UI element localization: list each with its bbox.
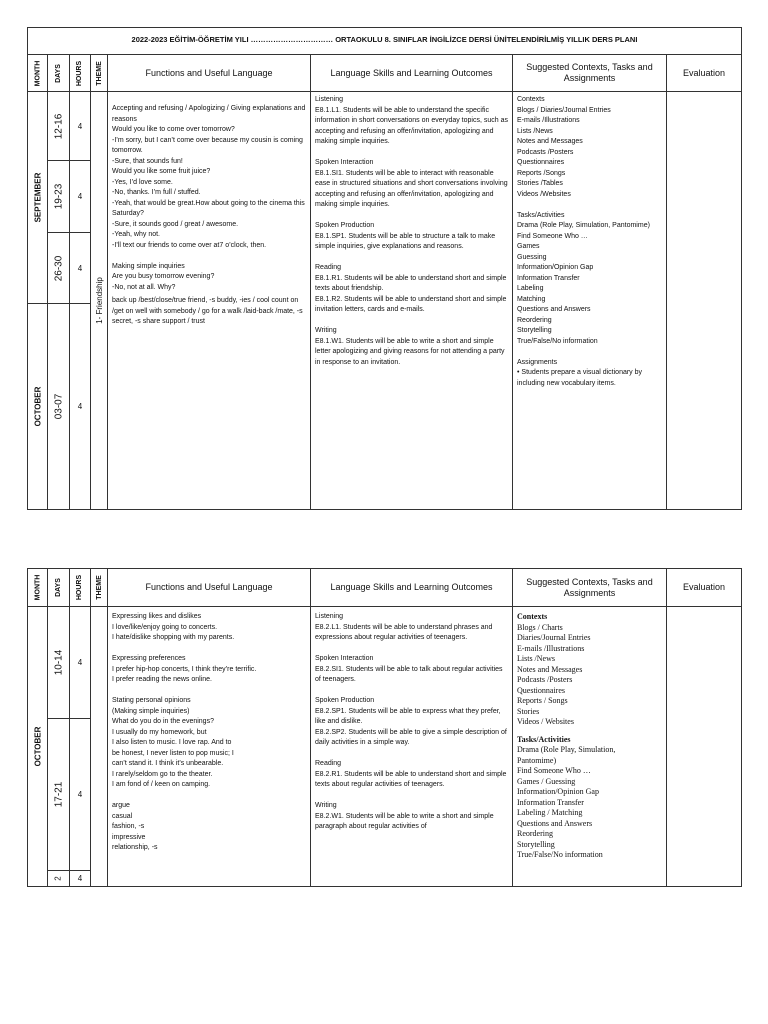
hours-cell: 4 xyxy=(70,161,91,233)
header-contexts: Suggested Contexts, Tasks and Assignments xyxy=(513,55,667,92)
header-evaluation: Evaluation xyxy=(667,55,741,92)
skills-cell xyxy=(311,92,513,509)
contexts-text: Contexts Blogs / Diaries/Journal Entries E-mails /Illustrations Lists /News Notes and Messages Podcasts /Posters Questionnaires Reports /Songs Stories /Tables Videos /Websites Tasks/Activities Drama (Role Play, Simulation, Pantomime) Find Someone Who … Games Guessing Information/Opinion Gap Information Transfer Labeling Matching Questions and Answers Reordering Storytelling True/False/No information Assignments • Students prepare a visual dictionary by including new vocabulary items. xyxy=(517,96,650,387)
month-october: OCTOBER xyxy=(28,304,48,509)
plan-table-2 xyxy=(27,568,742,887)
header-theme: THEME xyxy=(91,569,108,607)
month-october: OCTOBER xyxy=(28,607,48,886)
functions-text: Accepting and refusing / Apologizing / Giving explanations and reasons Would you like to come over tomorrow? -I’m sorry, but I can’t come over because my cousin is coming tomorrow. -Sure, that sounds fun! Would you like some fruit juice? -Yes, I’d love some. -No, thanks. I’m full / stuffed. -Yeah, that would be great.How about going to the cinema this Saturday? -Sure, it sounds good / great / awesome. -Yeah, why not. -I’ll text our friends to come over at7 o’clock, then. Making simple inquiries Are you busy tomorrow evening? -No, not at all. Why? xyxy=(112,105,306,291)
evaluation-cell xyxy=(667,92,741,509)
evaluation-cell xyxy=(667,607,741,886)
header-hours: HOURS xyxy=(70,569,91,607)
functions-cell xyxy=(108,92,311,509)
header-days: DAYS xyxy=(48,569,70,607)
header-hours: HOURS xyxy=(70,55,91,92)
tasks-heading: Tasks/Activities xyxy=(517,734,571,744)
days-cell: 10-14 xyxy=(48,607,70,719)
month-september: SEPTEMBER xyxy=(28,92,48,304)
hours-cell: 4 xyxy=(70,719,91,871)
days-cell: 12-16 xyxy=(48,92,70,161)
skills-cell xyxy=(311,607,513,886)
header-contexts: Suggested Contexts, Tasks and Assignments xyxy=(513,569,667,607)
header-skills: Language Skills and Learning Outcomes xyxy=(311,569,513,607)
table-title: 2022-2023 EĞİTİM-ÖĞRETİM YILI …………………………… ORTAOKULU 8. SINIFLAR İNGİLİZCE DERSİ ÜNİTELENDİRİLMİŞ YILLIK DERS PLANI xyxy=(28,28,741,55)
contexts-cell xyxy=(513,607,667,886)
days-cell: 26-30 xyxy=(48,233,70,304)
header-days: DAYS xyxy=(48,55,70,92)
theme-cell: 1- Friendship xyxy=(91,92,108,509)
skills-text: Listening E8.1.L1. Students will be able to understand the specific information in short conversations on everyday topics, such as accepting and refusing an offer/invitation, apologizing and making simple inquiries. Spoken Interaction E8.1.SI1. Students will be able to interact with reasonable ease in structured situations and short conversations involving accepting and refusing an offer/invitation, apologizing and making simple inquiries. Spoken Production E8.1.SP1. Students will be able to structure a talk to make simple inquiries, give explanations and reasons. Reading E8.1.R1. Students will be able to understand short and simple texts about friendship. E8.1.R2. Students will be able to understand short and simple invitation letters, cards and e-mails. Writing E8.1.W1. Students will be able to write a short and simple letter apologizing and giving reasons for not attending a party in response to an invitation. xyxy=(315,96,508,366)
hours-cell: 4 xyxy=(70,233,91,304)
functions-cell xyxy=(108,607,311,886)
days-cell: 17-21 xyxy=(48,719,70,871)
functions-text: Expressing likes and dislikes I love/like/enjoy going to concerts. I hate/dislike shopping with my parents. Expressing preferences I prefer hip-hop concerts, I think they’re terrific. I prefer reading the news online. Stating personal opinions (Making simple inquiries) What do you do in the evenings? I usually do my homework, but I also listen to music. I love rap. And to be honest, I never listen to pop music; I can’t stand it. I think it’s unbearable. I rarely/seldom go to the theater. I am fond of / keen on camping. argue casual fashion, -s impressive relationship, -s xyxy=(112,613,257,851)
days-cell: 2 xyxy=(48,871,70,886)
header-theme: THEME xyxy=(91,55,108,92)
days-cell: 03-07 xyxy=(48,304,70,509)
vocabulary-text: back up /best/close/true friend, -s buddy, -ies / cool count on /get on well with somebody / go for a walk /laid-back /mate, -s secret, -s share support / trust xyxy=(112,297,303,325)
plan-table-1 xyxy=(27,27,742,510)
hours-cell: 4 xyxy=(70,304,91,509)
hours-cell: 4 xyxy=(70,607,91,719)
contexts-cell xyxy=(513,92,667,509)
hours-cell: 4 xyxy=(70,871,91,886)
header-functions: Functions and Useful Language xyxy=(108,55,311,92)
days-cell: 19-23 xyxy=(48,161,70,233)
contexts-list: Blogs / Charts Diaries/Journal Entries E-mails /Illustrations Lists /News Notes and Messages Podcasts /Posters Questionnaires Reports / Songs Stories Videos / Websites xyxy=(517,622,591,726)
skills-text: Listening E8.2.L1. Students will be able to understand phrases and expressions about regular activities of teenagers. Spoken Interaction E8.2.SI1. Students will be able to talk about regular activities of teenagers. Spoken Production E8.2.SP1. Students will be able to express what they prefer, like and dislike. E8.2.SP2. Students will be able to give a simple description of daily activities in a simple way. Reading E8.2.R1. Students will be able to understand short and simple texts about regular activities of teenagers. Writing E8.2.W1. Students will be able to write a short and simple paragraph about regular activities of xyxy=(315,613,507,830)
header-skills: Language Skills and Learning Outcomes xyxy=(311,55,513,92)
header-month: MONTH xyxy=(28,55,48,92)
header-month: MONTH xyxy=(28,569,48,607)
hours-cell: 4 xyxy=(70,92,91,161)
theme-cell xyxy=(91,607,108,886)
contexts-heading: Contexts xyxy=(517,612,548,621)
header-functions: Functions and Useful Language xyxy=(108,569,311,607)
tasks-list: Drama (Role Play, Simulation, Pantomime) Find Someone Who … Games / Guessing Information/Opinion Gap Information Transfer Labeling / Matching Questions and Answers Reordering Storytelling True/False/No information xyxy=(517,745,616,859)
header-evaluation: Evaluation xyxy=(667,569,741,607)
